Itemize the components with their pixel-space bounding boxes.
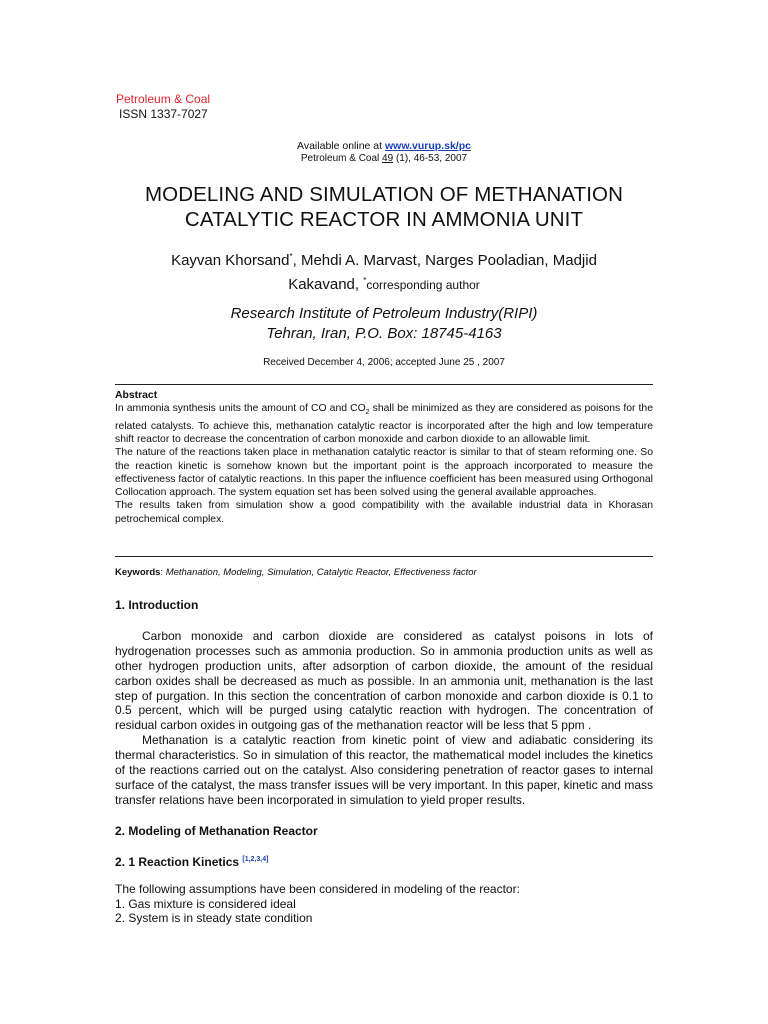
authors-line-2: Kakavand, xyxy=(288,276,364,293)
citation-rest: (1), 46-53, 2007 xyxy=(393,153,468,164)
kinetics-references[interactable]: [1,2,3,4] xyxy=(242,855,269,863)
journal-url-link[interactable]: www.vurup.sk/pc xyxy=(384,140,471,152)
paper-body xyxy=(115,598,653,926)
citation-line xyxy=(0,153,768,164)
authors-rest: , Mehdi A. Marvast, Narges Pooladian, Madjid xyxy=(292,252,597,269)
abstract xyxy=(115,389,653,526)
availability-line xyxy=(0,140,768,152)
issn: ISSN 1337-7027 xyxy=(119,107,208,121)
corresponding-note: corresponding author xyxy=(366,278,480,292)
abstract-p1-part-a: In ammonia synthesis units the amount of CO and CO xyxy=(115,403,366,415)
keywords-values: Methanation, Modeling, Simulation, Catalytic Reactor, Effectiveness factor xyxy=(165,567,477,578)
paper-title xyxy=(90,182,678,232)
abstract-top-rule xyxy=(115,384,653,385)
title-line-2: CATALYTIC REACTOR IN AMMONIA UNIT xyxy=(184,208,584,231)
assumptions-list xyxy=(115,897,653,927)
author-star: * xyxy=(289,252,293,261)
institution-line-2: Tehran, Iran, P.O. Box: 18745-4163 xyxy=(266,325,502,342)
received-dates: Received December 4, 2006; accepted June 25 , 2007 xyxy=(263,357,505,368)
section-heading-modeling: 2. Modeling of Methanation Reactor xyxy=(115,823,318,838)
author-first: Kayvan Khorsand xyxy=(171,252,290,269)
corresponding-star: * xyxy=(363,276,367,285)
journal-name: Petroleum & Coal xyxy=(116,92,211,106)
list-item: 2. System is in steady state condition xyxy=(115,911,313,926)
abstract-paragraph-1 xyxy=(115,402,653,446)
abstract-paragraph-2: The nature of the reactions taken place in methanation catalytic reactor is similar to that of steam reforming one. So the reaction kinetic is somehow known but the important point is the approach incorporated to measure the effectiveness factor of catalytic reactions. In this paper the influence coefficient has been measured using Orthogonal Collocation approach. The system equation set has been solved using the general available approaches. xyxy=(115,447,653,499)
section-heading-kinetics xyxy=(115,853,653,870)
abstract-paragraph-3: The results taken from simulation show a good compatibility with the available industrial data in Khorasan petrochemical complex. xyxy=(115,500,653,525)
citation-volume: 49 xyxy=(382,153,394,164)
abstract-bottom-rule xyxy=(115,556,653,557)
keywords-label: Keywords xyxy=(115,567,161,578)
keywords xyxy=(115,567,653,578)
keywords-separator: : xyxy=(160,567,166,578)
list-item: 1. Gas mixture is considered ideal xyxy=(115,896,296,911)
abstract-heading: Abstract xyxy=(115,390,158,401)
authors xyxy=(120,247,648,295)
intro-paragraph-2: Methanation is a catalytic reaction from kinetic point of view and adiabatic considering its thermal characteristics. So in simulation of this reactor, the mathematical model includes the kinetics of the reactions carried out on the catalyst. Also considering penetration of reactor gases to internal surface of the catalyst, the mass transfer issues will be very important. In this paper, kinetic and mass transfer relations have been incorporated in simulation to yield proper results. xyxy=(115,733,653,807)
abstract-p1-part-b: shall be minimized as they are considered as poisons for the related catalysts. To achieve this, methanation catalytic reactor is incorporated after the high and low temperature shift reactor to decrease the concentration of carbon monoxide and carbon dioxide to an allowable limit. xyxy=(115,403,653,445)
title-line-1: MODELING AND SIMULATION OF METHANATION xyxy=(145,183,623,206)
intro-paragraph-1: Carbon monoxide and carbon dioxide are considered as catalyst poisons in lots of hydrogenation processes such as ammonia production. So in ammonia production units as well as other hydrogen production units, after adsorption of carbon dioxide, the amount of the residual carbon oxides shall be decreased as much as possible. In an ammonia unit, methanation is the last step of purgation. In this section the concentration of carbon monoxide and carbon dioxide is 0.1 to 0.5 percent, which will be purged using catalytic reaction with hydrogen. The concentration of residual carbon oxides in outgoing gas of the methanation reactor will be less that 5 ppm . xyxy=(115,628,653,733)
section-heading-introduction: 1. Introduction xyxy=(115,598,199,612)
kinetics-heading-text: 2. 1 Reaction Kinetics xyxy=(115,854,243,869)
institution xyxy=(0,304,768,344)
assumptions-intro: The following assumptions have been considered in modeling of the reactor: xyxy=(115,881,520,896)
citation-journal: Petroleum & Coal xyxy=(300,153,383,164)
institution-line-1: Research Institute of Petroleum Industry(RIPI) xyxy=(230,305,538,322)
abstract-p1-subscript: 2 xyxy=(365,409,370,417)
availability-prefix: Available online at xyxy=(297,140,385,152)
